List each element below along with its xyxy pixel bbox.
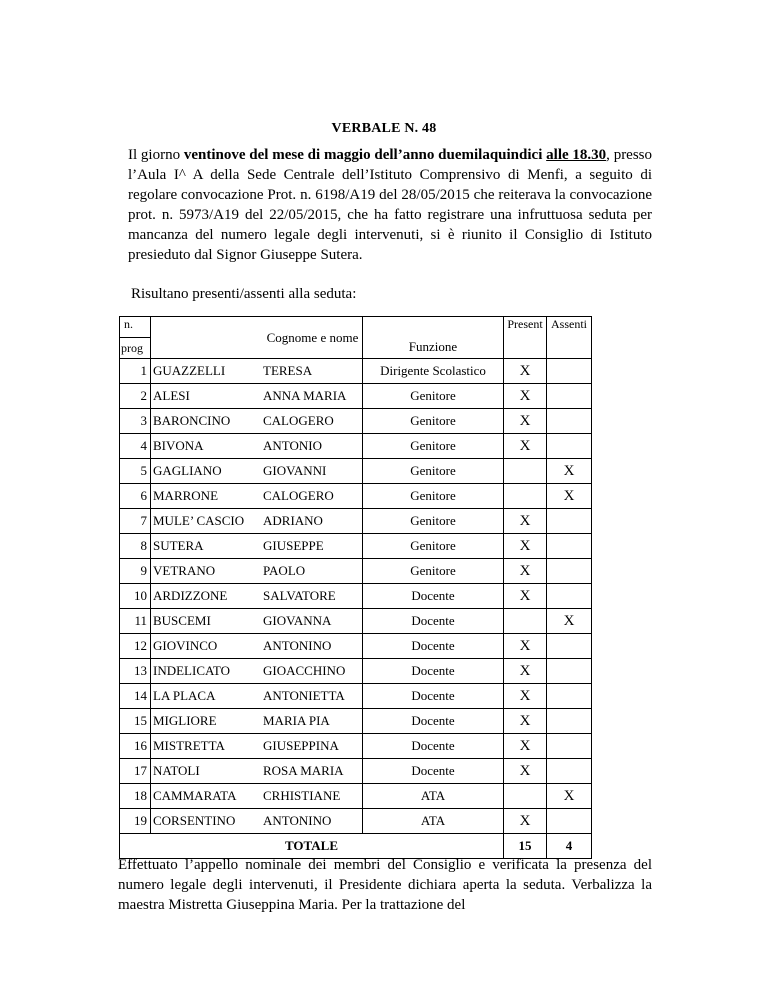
intro-date-bold: ventinove del mese di maggio dell’anno duemilaquindici bbox=[183, 147, 543, 163]
row-absent-mark bbox=[547, 734, 592, 759]
table-row bbox=[120, 659, 592, 684]
row-first-name: ANTONINO bbox=[261, 634, 363, 659]
row-number: 3 bbox=[120, 409, 151, 434]
row-surname: LA PLACA bbox=[151, 684, 262, 709]
row-absent-mark bbox=[547, 384, 592, 409]
row-role: Genitore bbox=[363, 409, 504, 434]
row-surname: GUAZZELLI bbox=[151, 359, 262, 384]
row-role: Docente bbox=[363, 734, 504, 759]
row-number: 16 bbox=[120, 734, 151, 759]
row-absent-mark: X bbox=[547, 459, 592, 484]
row-present-mark: X bbox=[504, 509, 547, 534]
row-number: 9 bbox=[120, 559, 151, 584]
row-number: 15 bbox=[120, 709, 151, 734]
row-present-mark: X bbox=[504, 409, 547, 434]
row-first-name: GIUSEPPE bbox=[261, 534, 363, 559]
row-first-name: ROSA MARIA bbox=[261, 759, 363, 784]
row-role: Docente bbox=[363, 684, 504, 709]
row-absent-mark bbox=[547, 434, 592, 459]
row-present-mark: X bbox=[504, 809, 547, 834]
row-absent-mark bbox=[547, 359, 592, 384]
row-number: 14 bbox=[120, 684, 151, 709]
row-surname: GIOVINCO bbox=[151, 634, 262, 659]
row-surname: INDELICATO bbox=[151, 659, 262, 684]
row-absent-mark bbox=[547, 534, 592, 559]
row-first-name: PAOLO bbox=[261, 559, 363, 584]
row-surname: CORSENTINO bbox=[151, 809, 262, 834]
row-role: Genitore bbox=[363, 509, 504, 534]
closing-paragraph: Effettuato l’appello nominale dei membri del Consiglio e verificata la presenza del numero legale degli intervenuti, il Presidente dichiara aperta la seduta. Verbalizza la maestra Mistretta Giuseppina Maria. Per la trattazione del bbox=[118, 857, 652, 913]
row-role: Docente bbox=[363, 609, 504, 634]
row-absent-mark: X bbox=[547, 784, 592, 809]
table-row bbox=[120, 759, 592, 784]
row-present-mark: X bbox=[504, 684, 547, 709]
row-number: 6 bbox=[120, 484, 151, 509]
row-absent-mark bbox=[547, 709, 592, 734]
row-absent-mark bbox=[547, 634, 592, 659]
row-role: Genitore bbox=[363, 459, 504, 484]
table-row bbox=[120, 384, 592, 409]
row-surname: NATOLI bbox=[151, 759, 262, 784]
row-number: 13 bbox=[120, 659, 151, 684]
total-present: 15 bbox=[504, 834, 547, 859]
row-present-mark: X bbox=[504, 434, 547, 459]
table-row bbox=[120, 784, 592, 809]
row-surname: BUSCEMI bbox=[151, 609, 262, 634]
table-row bbox=[120, 434, 592, 459]
document-title: VERBALE N. 48 bbox=[331, 121, 437, 136]
row-absent-mark bbox=[547, 659, 592, 684]
row-absent-mark bbox=[547, 584, 592, 609]
intro-paragraph bbox=[128, 145, 652, 265]
row-first-name: ANTONIETTA bbox=[261, 684, 363, 709]
row-number: 1 bbox=[120, 359, 151, 384]
row-first-name: ANTONINO bbox=[261, 809, 363, 834]
row-number: 17 bbox=[120, 759, 151, 784]
row-first-name: GIOVANNA bbox=[261, 609, 363, 634]
table-row bbox=[120, 734, 592, 759]
row-role: Docente bbox=[363, 659, 504, 684]
attendance-table bbox=[119, 316, 592, 859]
row-present-mark bbox=[504, 609, 547, 634]
table-row bbox=[120, 409, 592, 434]
row-role: Genitore bbox=[363, 434, 504, 459]
row-number: 5 bbox=[120, 459, 151, 484]
header-role: Funzione bbox=[363, 317, 504, 359]
table-row bbox=[120, 609, 592, 634]
row-surname: ARDIZZONE bbox=[151, 584, 262, 609]
row-absent-mark bbox=[547, 509, 592, 534]
row-present-mark: X bbox=[504, 734, 547, 759]
table-row bbox=[120, 484, 592, 509]
row-surname: MULE’ CASCIO bbox=[151, 509, 262, 534]
row-role: ATA bbox=[363, 784, 504, 809]
row-first-name: ANTONIO bbox=[261, 434, 363, 459]
row-first-name: GIOACCHINO bbox=[261, 659, 363, 684]
row-number: 11 bbox=[120, 609, 151, 634]
row-absent-mark bbox=[547, 809, 592, 834]
row-number: 2 bbox=[120, 384, 151, 409]
row-present-mark: X bbox=[504, 709, 547, 734]
row-number: 8 bbox=[120, 534, 151, 559]
header-absent: Assenti bbox=[547, 317, 592, 359]
row-role: Genitore bbox=[363, 534, 504, 559]
row-number: 18 bbox=[120, 784, 151, 809]
row-surname: MIGLIORE bbox=[151, 709, 262, 734]
row-surname: BIVONA bbox=[151, 434, 262, 459]
intro-time-underlined: alle 18.30 bbox=[546, 147, 607, 163]
header-present: Present bbox=[504, 317, 547, 359]
row-surname: VETRANO bbox=[151, 559, 262, 584]
row-role: Genitore bbox=[363, 484, 504, 509]
header-prog: prog bbox=[120, 338, 151, 359]
header-name: Cognome e nome bbox=[261, 317, 363, 359]
row-surname: MARRONE bbox=[151, 484, 262, 509]
row-number: 4 bbox=[120, 434, 151, 459]
table-row bbox=[120, 534, 592, 559]
row-surname: SUTERA bbox=[151, 534, 262, 559]
table-header-row-1 bbox=[120, 317, 592, 338]
row-present-mark bbox=[504, 784, 547, 809]
row-role: Genitore bbox=[363, 384, 504, 409]
row-role: Docente bbox=[363, 759, 504, 784]
row-first-name: CALOGERO bbox=[261, 409, 363, 434]
row-present-mark: X bbox=[504, 384, 547, 409]
row-number: 10 bbox=[120, 584, 151, 609]
row-present-mark: X bbox=[504, 359, 547, 384]
table-row bbox=[120, 584, 592, 609]
row-absent-mark bbox=[547, 559, 592, 584]
row-present-mark: X bbox=[504, 634, 547, 659]
row-number: 12 bbox=[120, 634, 151, 659]
row-surname: ALESI bbox=[151, 384, 262, 409]
row-number: 19 bbox=[120, 809, 151, 834]
row-first-name: GIUSEPPINA bbox=[261, 734, 363, 759]
row-first-name: ADRIANO bbox=[261, 509, 363, 534]
row-surname: GAGLIANO bbox=[151, 459, 262, 484]
header-n: n. bbox=[120, 317, 151, 338]
row-first-name: SALVATORE bbox=[261, 584, 363, 609]
row-absent-mark: X bbox=[547, 484, 592, 509]
row-first-name: ANNA MARIA bbox=[261, 384, 363, 409]
table-row bbox=[120, 634, 592, 659]
intro-text-3: , presso l’Aula I^ A della Sede Centrale dell’Istituto Comprensivo di Menfi, a seguito di regolare convocazione Prot. n. 6198/A19 del 28/05/2015 che reiterava la convocazione prot. n. 5973/A19 del 22/05/2015, che ha fatto registrare una infruttuosa seduta per mancanza del numero legale degli intervenuti, si è riunito il Consiglio di Istituto presieduto dal Signor Giuseppe Sutera. bbox=[128, 147, 653, 263]
table-row bbox=[120, 709, 592, 734]
row-surname: BARONCINO bbox=[151, 409, 262, 434]
row-absent-mark bbox=[547, 759, 592, 784]
intro-text-1: Il giorno bbox=[128, 147, 184, 163]
row-absent-mark bbox=[547, 684, 592, 709]
row-role: Docente bbox=[363, 584, 504, 609]
row-first-name: GIOVANNI bbox=[261, 459, 363, 484]
row-present-mark: X bbox=[504, 534, 547, 559]
table-row bbox=[120, 459, 592, 484]
row-present-mark bbox=[504, 459, 547, 484]
row-absent-mark bbox=[547, 409, 592, 434]
row-role: Docente bbox=[363, 709, 504, 734]
table-row bbox=[120, 359, 592, 384]
row-number: 7 bbox=[120, 509, 151, 534]
row-surname: MISTRETTA bbox=[151, 734, 262, 759]
total-absent: 4 bbox=[547, 834, 592, 859]
attendance-subheading: Risultano presenti/assenti alla seduta: bbox=[131, 286, 357, 302]
row-first-name: CRHISTIANE bbox=[261, 784, 363, 809]
row-role: ATA bbox=[363, 809, 504, 834]
row-role: Dirigente Scolastico bbox=[363, 359, 504, 384]
table-row bbox=[120, 684, 592, 709]
row-role: Docente bbox=[363, 634, 504, 659]
table-row bbox=[120, 509, 592, 534]
table-row bbox=[120, 809, 592, 834]
row-first-name: TERESA bbox=[261, 359, 363, 384]
total-label: TOTALE bbox=[120, 834, 504, 859]
row-present-mark bbox=[504, 484, 547, 509]
row-first-name: MARIA PIA bbox=[261, 709, 363, 734]
row-present-mark: X bbox=[504, 559, 547, 584]
row-present-mark: X bbox=[504, 759, 547, 784]
table-row bbox=[120, 559, 592, 584]
row-first-name: CALOGERO bbox=[261, 484, 363, 509]
row-surname: CAMMARATA bbox=[151, 784, 262, 809]
row-role: Genitore bbox=[363, 559, 504, 584]
row-present-mark: X bbox=[504, 584, 547, 609]
row-present-mark: X bbox=[504, 659, 547, 684]
row-absent-mark: X bbox=[547, 609, 592, 634]
